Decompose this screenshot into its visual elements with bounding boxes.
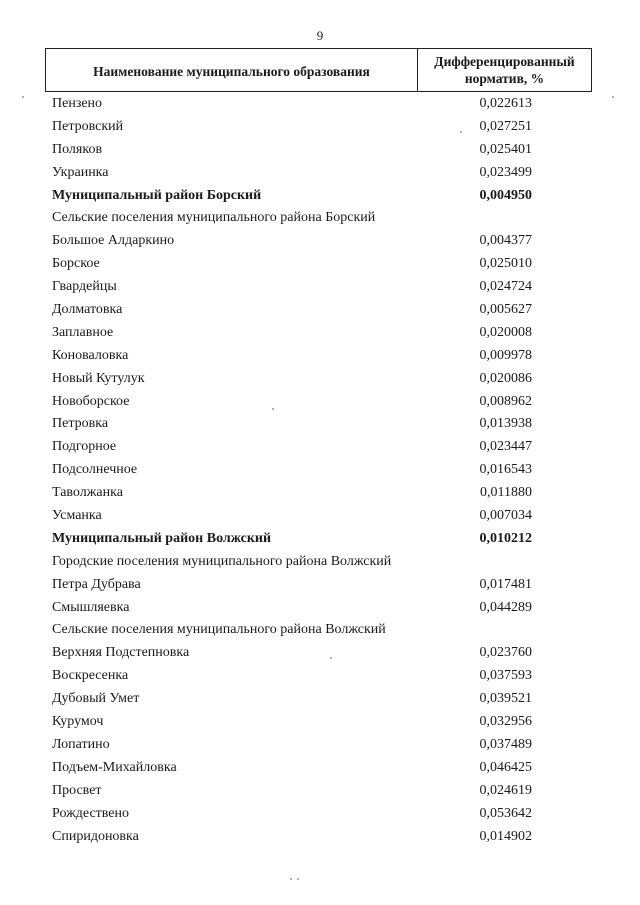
scan-speck [297, 878, 299, 880]
row-name: Дубовый Умет [52, 691, 140, 707]
row-name: Украинка [52, 164, 109, 180]
row-value: 0,039521 [479, 691, 532, 707]
table-row [0, 438, 640, 461]
row-name: Лопатино [52, 736, 110, 752]
table-row [0, 393, 640, 416]
table-row [0, 507, 640, 530]
row-name: Новоборское [52, 393, 130, 409]
table-row [0, 759, 640, 782]
row-name: Коноваловка [52, 347, 129, 363]
table-row [0, 301, 640, 324]
row-name: Петра Дубрава [52, 576, 141, 592]
page-number: 9 [316, 28, 324, 43]
scan-speck [22, 96, 24, 98]
row-value: 0,010212 [479, 530, 532, 546]
row-value: 0,017481 [479, 576, 532, 592]
row-name: Просвет [52, 782, 102, 798]
table-row [0, 690, 640, 713]
row-value: 0,005627 [479, 302, 532, 318]
table-row [0, 347, 640, 370]
row-name: Смышляевка [52, 599, 130, 615]
row-value: 0,025010 [479, 256, 532, 272]
row-name: Муниципальный район Борский [52, 187, 262, 203]
scan-speck [460, 131, 462, 133]
table-section-heading [0, 621, 640, 644]
scan-speck [330, 657, 332, 659]
table-row [0, 118, 640, 141]
row-name: Новый Кутулук [52, 370, 145, 386]
table-row [0, 644, 640, 667]
row-value: 0,023760 [479, 645, 532, 661]
table-row [0, 805, 640, 828]
table-row [0, 667, 640, 690]
row-value: 0,027251 [479, 118, 532, 134]
row-name: Подсолнечное [52, 462, 138, 478]
row-value: 0,009978 [479, 347, 532, 363]
table-row [0, 370, 640, 393]
row-value: 0,007034 [479, 508, 532, 524]
table-section-heading [0, 553, 640, 576]
row-value: 0,037593 [479, 668, 532, 684]
row-value: 0,011880 [480, 485, 532, 501]
row-name: Пензено [52, 96, 103, 111]
row-name: Подгорное [52, 439, 117, 455]
table-body [0, 95, 640, 850]
table-row [0, 828, 640, 851]
row-name: Поляков [52, 141, 103, 157]
table-row [0, 232, 640, 255]
row-value: 0,022613 [479, 96, 532, 111]
table-row [0, 187, 640, 210]
row-name: Рождествено [52, 805, 130, 821]
row-name: Спиридоновка [52, 828, 139, 844]
table-section-heading [0, 209, 640, 232]
table-row [0, 736, 640, 759]
scan-speck [612, 96, 614, 98]
table-row [0, 278, 640, 301]
row-name: Борское [52, 256, 100, 272]
row-value: 0,020008 [479, 324, 532, 340]
row-value: 0,008962 [479, 393, 532, 409]
row-value: 0,037489 [479, 736, 532, 752]
row-name: Большое Алдаркино [52, 233, 175, 249]
scan-speck [272, 408, 274, 410]
row-name: Верхняя Подстепновка [52, 645, 190, 661]
table-row [0, 164, 640, 187]
row-name: Муниципальный район Волжский [52, 530, 272, 546]
row-name: Сельские поселения муниципального района Волжский [52, 622, 386, 638]
table-row [0, 324, 640, 347]
row-value: 0,024724 [479, 279, 532, 295]
table-row [0, 576, 640, 599]
table-row [0, 141, 640, 164]
table-row [0, 484, 640, 507]
table-row [0, 713, 640, 736]
row-value: 0,044289 [479, 599, 532, 615]
scan-speck [290, 878, 292, 880]
row-value: 0,023447 [479, 439, 532, 455]
row-name: Петровский [52, 118, 124, 134]
row-value: 0,004950 [479, 187, 532, 203]
row-name: Курумоч [52, 714, 104, 730]
row-value: 0,025401 [479, 141, 532, 157]
header-name-column: Наименование муниципального образования [46, 49, 418, 91]
table-header [45, 48, 592, 92]
row-name: Усманка [52, 508, 102, 524]
row-value: 0,020086 [479, 370, 532, 386]
row-value: 0,023499 [479, 164, 532, 180]
row-value: 0,013938 [479, 416, 532, 432]
table-row [0, 415, 640, 438]
row-name: Воскресенка [52, 668, 129, 684]
table-row [0, 95, 640, 118]
table-row [0, 461, 640, 484]
row-name: Заплавное [52, 324, 114, 340]
row-name: Гвардейцы [52, 279, 117, 295]
row-value: 0,032956 [479, 714, 532, 730]
table-row [0, 782, 640, 805]
row-name: Городские поселения муниципального района Волжский [52, 553, 392, 569]
table-row [0, 255, 640, 278]
row-name: Петровка [52, 416, 109, 432]
row-value: 0,004377 [479, 233, 532, 249]
row-value: 0,016543 [479, 462, 532, 478]
row-name: Долматовка [52, 302, 123, 318]
row-value: 0,024619 [479, 782, 532, 798]
row-value: 0,046425 [479, 759, 532, 775]
row-name: Таволжанка [52, 485, 123, 501]
row-value: 0,014902 [479, 828, 532, 844]
row-value: 0,053642 [479, 805, 532, 821]
header-value-column: Дифференцированный норматив, % [434, 54, 575, 86]
table-row [0, 599, 640, 622]
row-name: Подъем-Михайловка [52, 759, 177, 775]
row-name: Сельские поселения муниципального района Борский [52, 210, 376, 226]
table-row [0, 530, 640, 553]
